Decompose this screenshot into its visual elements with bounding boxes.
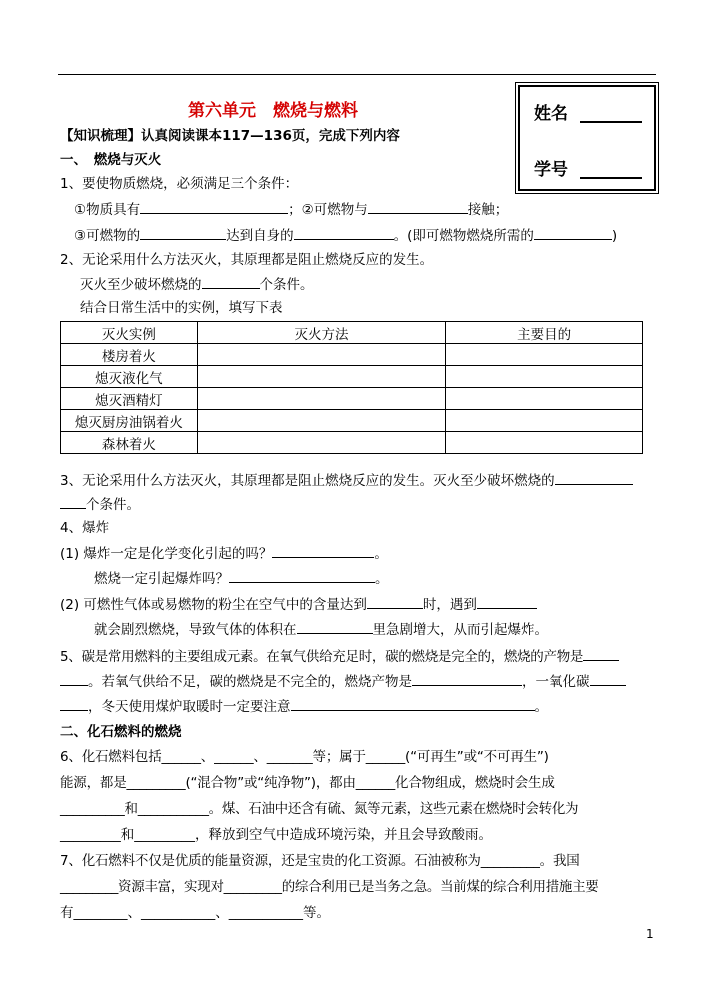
table-cell-purpose[interactable] bbox=[446, 432, 643, 454]
q1-text-c: 接触； bbox=[467, 202, 509, 218]
q4-text-h: 里急剧增大，从而引起爆炸。 bbox=[372, 622, 548, 638]
q4-p2-line1 bbox=[60, 594, 537, 615]
q1-line2 bbox=[74, 199, 508, 220]
q4-blank-4[interactable] bbox=[477, 594, 537, 609]
table-cell-example: 熄灭酒精灯 bbox=[61, 388, 198, 410]
intro-bracket: 【知识梳理】 bbox=[60, 128, 141, 144]
header-rule bbox=[58, 74, 656, 75]
q6-line3: __________和___________。煤、石油中还含有硫、氮等元素，这些元素在燃烧时会转化为 bbox=[60, 801, 579, 817]
section-heading-1: 一、 燃烧与灭火 bbox=[60, 152, 162, 168]
q6-line1: 6、化石燃料包括______、______、_______等；属于______(“可再生”或“不可再生”) bbox=[60, 749, 549, 765]
table-cell-method[interactable] bbox=[197, 432, 446, 454]
name-label: 姓名 bbox=[534, 104, 568, 124]
q1-text-b: ；②可燃物与 bbox=[288, 202, 368, 218]
q5-text-a: 5、碳是常用燃料的主要组成元素。在氧气供给充足时，碳的燃烧是完全的，燃烧的产物是 bbox=[60, 649, 584, 665]
q1-blank-2[interactable] bbox=[368, 199, 468, 214]
table-cell-purpose[interactable] bbox=[446, 388, 643, 410]
q1-text-a: ①物质具有 bbox=[74, 202, 141, 218]
q1-line1: 1、要使物质燃烧，必须满足三个条件： bbox=[60, 176, 299, 192]
q3-blank-2[interactable] bbox=[60, 494, 86, 509]
table-cell-example: 熄灭液化气 bbox=[61, 366, 198, 388]
q4-p1-line1 bbox=[60, 543, 388, 564]
number-field[interactable] bbox=[580, 177, 642, 179]
q2-text-b: 个条件。 bbox=[259, 277, 314, 293]
q3-line2 bbox=[60, 494, 140, 515]
name-field[interactable] bbox=[580, 121, 642, 123]
table-header: 灭火方法 bbox=[197, 322, 446, 344]
page-title: 第六单元 燃烧与燃料 bbox=[188, 101, 358, 121]
table-cell-example: 熄灭厨房油锅着火 bbox=[61, 410, 198, 432]
q4-text-d: 。 bbox=[375, 571, 389, 587]
q5-line3 bbox=[60, 696, 548, 717]
table-row bbox=[61, 366, 643, 388]
q4-blank-3[interactable] bbox=[367, 594, 423, 609]
table-cell-method[interactable] bbox=[197, 366, 446, 388]
table-cell-method[interactable] bbox=[197, 388, 446, 410]
number-label: 学号 bbox=[534, 160, 568, 180]
q2-line3: 结合日常生活中的实例，填写下表 bbox=[80, 300, 283, 316]
q2-text-a: 灭火至少破坏燃烧的 bbox=[80, 277, 202, 293]
q3-text-b: 个条件。 bbox=[86, 497, 140, 513]
q1-blank-3[interactable] bbox=[140, 225, 226, 240]
q3-blank-1[interactable] bbox=[555, 470, 633, 485]
table-cell-method[interactable] bbox=[197, 344, 446, 366]
q5-blank-3[interactable] bbox=[412, 671, 522, 686]
q5-blank-5[interactable] bbox=[60, 696, 88, 711]
q5-blank-6[interactable] bbox=[291, 696, 535, 711]
q2-blank-1[interactable] bbox=[202, 274, 260, 289]
table-cell-purpose[interactable] bbox=[446, 344, 643, 366]
q5-blank-1[interactable] bbox=[583, 646, 619, 661]
q1-blank-5[interactable] bbox=[534, 225, 612, 240]
table-header: 灭火实例 bbox=[61, 322, 198, 344]
table-cell-purpose[interactable] bbox=[446, 410, 643, 432]
section-heading-2: 二、化石燃料的燃烧 bbox=[60, 724, 182, 740]
q1-blank-1[interactable] bbox=[140, 199, 288, 214]
table-row bbox=[61, 388, 643, 410]
intro-text: 认真阅读课本117—136页，完成下列内容 bbox=[141, 128, 400, 144]
q4-p1-line2 bbox=[94, 568, 389, 589]
page-number: 1 bbox=[646, 927, 654, 941]
q4-blank-2[interactable] bbox=[229, 568, 375, 583]
extinguish-table bbox=[60, 321, 643, 454]
q2-line2 bbox=[80, 274, 314, 295]
q4-blank-1[interactable] bbox=[272, 543, 374, 558]
q4-text-e: (2) 可燃性气体或易燃物的粉尘在空气中的含量达到 bbox=[60, 597, 367, 613]
q7-line2: _________资源丰富，实现对_________的综合利用已是当务之急。当前煤的综合利用措施主要 bbox=[60, 879, 599, 895]
name-number-box bbox=[518, 85, 656, 191]
q4-text-g: 就会剧烈燃烧，导致气体的体积在 bbox=[94, 622, 297, 638]
table-row bbox=[61, 344, 643, 366]
q3-text-a: 3、无论采用什么方法灭火，其原理都是阻止燃烧反应的发生。灭火至少破坏燃烧的 bbox=[60, 473, 555, 489]
table-header-row bbox=[61, 322, 643, 344]
q1-text-f: 。(即可燃物燃烧所需的 bbox=[393, 228, 534, 244]
q4-p2-line2 bbox=[94, 619, 548, 640]
q1-text-g: ) bbox=[611, 228, 618, 244]
q6-line4: _________和_________，释放到空气中造成环境污染，并且会导致酸雨。 bbox=[60, 827, 492, 843]
table-cell-method[interactable] bbox=[197, 410, 446, 432]
q6-line2: 能源，都是_________(“混合物”或“纯净物”)，都由______化合物组成，燃烧时会生成 bbox=[60, 775, 555, 791]
q2-line1: 2、无论采用什么方法灭火，其原理都是阻止燃烧反应的发生。 bbox=[60, 252, 434, 268]
q5-blank-4[interactable] bbox=[590, 671, 626, 686]
intro-line bbox=[60, 126, 400, 146]
table-row bbox=[61, 410, 643, 432]
table-cell-purpose[interactable] bbox=[446, 366, 643, 388]
q5-text-c: ，一氧化碳 bbox=[522, 674, 590, 690]
q5-text-e: 。 bbox=[534, 699, 548, 715]
q5-line2 bbox=[60, 671, 626, 692]
q4-text-f: 时，遇到 bbox=[422, 597, 477, 613]
q4-blank-5[interactable] bbox=[297, 619, 373, 634]
q5-blank-2[interactable] bbox=[60, 671, 88, 686]
q1-text-d: ③可燃物的 bbox=[74, 228, 141, 244]
q1-blank-4[interactable] bbox=[294, 225, 394, 240]
table-cell-example: 森林着火 bbox=[61, 432, 198, 454]
q7-line3: 有________、___________、___________等。 bbox=[60, 905, 330, 921]
q5-text-d: ，冬天使用煤炉取暖时一定要注意 bbox=[88, 699, 291, 715]
q4-title: 4、爆炸 bbox=[60, 520, 110, 536]
table-cell-example: 楼房着火 bbox=[61, 344, 198, 366]
q3-line1 bbox=[60, 470, 633, 491]
q4-text-c: 燃烧一定引起爆炸吗？ bbox=[94, 571, 229, 587]
q7-line1: 7、化石燃料不仅是优质的能量资源，还是宝贵的化工资源。石油被称为_________。我国 bbox=[60, 853, 580, 869]
q4-text-a: (1) 爆炸一定是化学变化引起的吗？ bbox=[60, 546, 273, 562]
q5-text-b: 。若氧气供给不足，碳的燃烧是不完全的，燃烧产物是 bbox=[88, 674, 412, 690]
q1-line3 bbox=[74, 225, 617, 246]
q4-text-b: 。 bbox=[374, 546, 388, 562]
table-row bbox=[61, 432, 643, 454]
table-header: 主要目的 bbox=[446, 322, 643, 344]
q1-text-e: 达到自身的 bbox=[226, 228, 294, 244]
q5-line1 bbox=[60, 646, 619, 667]
